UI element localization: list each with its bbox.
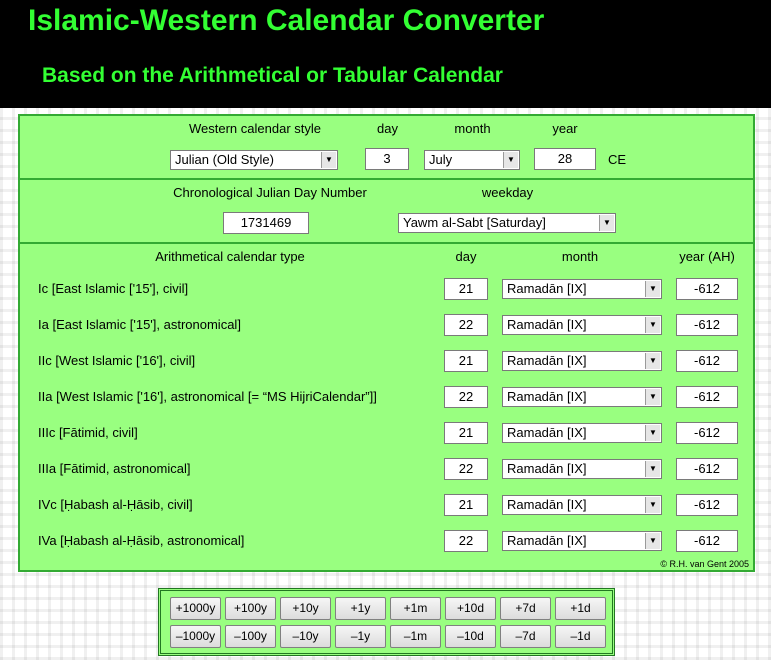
- arith-month-value: Ramadān [IX]: [507, 353, 587, 368]
- arith-year-input[interactable]: -612: [676, 386, 738, 408]
- chevron-down-icon[interactable]: ▼: [645, 353, 660, 369]
- western-month-label: month: [454, 121, 491, 136]
- chevron-down-icon[interactable]: ▼: [645, 425, 660, 441]
- converter-panel: [18, 114, 755, 572]
- calendar-style-value: Julian (Old Style): [175, 152, 274, 167]
- weekday-label: weekday: [481, 185, 534, 200]
- step-button[interactable]: –1000y: [170, 625, 221, 648]
- arith-day-input[interactable]: 22: [444, 314, 488, 336]
- arith-year-input[interactable]: -612: [676, 494, 738, 516]
- arith-row-label: IIIc [Fātimid, civil]: [38, 425, 138, 440]
- arith-month-value: Ramadān [IX]: [507, 317, 587, 332]
- chevron-down-icon[interactable]: ▼: [599, 215, 614, 231]
- arith-month-select[interactable]: [502, 423, 662, 443]
- arith-year-input[interactable]: -612: [676, 422, 738, 444]
- arith-month-select[interactable]: [502, 315, 662, 335]
- arith-day-input[interactable]: 21: [444, 494, 488, 516]
- step-buttons-panel: [158, 588, 615, 656]
- step-button[interactable]: +7d: [500, 597, 551, 620]
- step-button[interactable]: +1y: [335, 597, 386, 620]
- step-button[interactable]: +1m: [390, 597, 441, 620]
- chevron-down-icon[interactable]: ▼: [645, 317, 660, 333]
- jdn-label: Chronological Julian Day Number: [173, 185, 367, 200]
- arith-month-select[interactable]: [502, 351, 662, 371]
- arith-row-label: IIc [West Islamic ['16'], civil]: [38, 353, 196, 368]
- step-button[interactable]: –10d: [445, 625, 496, 648]
- chevron-down-icon[interactable]: ▼: [645, 533, 660, 549]
- step-button[interactable]: +1000y: [170, 597, 221, 620]
- arith-month-select[interactable]: [502, 279, 662, 299]
- copyright: © R.H. van Gent 2005: [660, 559, 749, 569]
- step-button[interactable]: –7d: [500, 625, 551, 648]
- jdn-section: [20, 180, 753, 244]
- step-button[interactable]: –1y: [335, 625, 386, 648]
- page-header: [0, 0, 771, 108]
- arith-row-label: Ic [East Islamic ['15'], civil]: [38, 281, 189, 296]
- calendar-style-select[interactable]: [170, 150, 338, 170]
- page-subtitle: Based on the Arithmetical or Tabular Calendar: [42, 64, 503, 87]
- arith-year-input[interactable]: -612: [676, 350, 738, 372]
- western-year-label: year: [552, 121, 578, 136]
- arith-day-input[interactable]: 21: [444, 422, 488, 444]
- chevron-down-icon[interactable]: ▼: [645, 281, 660, 297]
- step-button[interactable]: –10y: [280, 625, 331, 648]
- chevron-down-icon[interactable]: ▼: [645, 497, 660, 513]
- western-year-input[interactable]: 28: [534, 148, 596, 170]
- arith-month-select[interactable]: [502, 495, 662, 515]
- arith-month-value: Ramadān [IX]: [507, 425, 587, 440]
- weekday-value: Yawm al-Sabt [Saturday]: [403, 215, 546, 230]
- step-button[interactable]: +10y: [280, 597, 331, 620]
- step-button[interactable]: +100y: [225, 597, 276, 620]
- arith-month-select[interactable]: [502, 531, 662, 551]
- arith-month-select[interactable]: [502, 387, 662, 407]
- arith-month-value: Ramadān [IX]: [507, 461, 587, 476]
- arith-month-value: Ramadān [IX]: [507, 389, 587, 404]
- arith-month-value: Ramadān [IX]: [507, 497, 587, 512]
- chevron-down-icon[interactable]: ▼: [645, 461, 660, 477]
- arith-day-input[interactable]: 22: [444, 386, 488, 408]
- arith-year-input[interactable]: -612: [676, 458, 738, 480]
- arith-day-input[interactable]: 21: [444, 278, 488, 300]
- arith-year-input[interactable]: -612: [676, 530, 738, 552]
- arith-year-input[interactable]: -612: [676, 278, 738, 300]
- arith-type-label: Arithmetical calendar type: [155, 249, 305, 264]
- arith-day-input[interactable]: 21: [444, 350, 488, 372]
- arith-month-label: month: [561, 249, 599, 264]
- page-title: Islamic-Western Calendar Converter: [28, 4, 545, 37]
- step-button[interactable]: –1d: [555, 625, 606, 648]
- western-style-label: Western calendar style: [189, 121, 321, 136]
- western-section: [20, 116, 753, 180]
- step-button[interactable]: –100y: [225, 625, 276, 648]
- era-label: CE: [608, 152, 627, 167]
- arith-day-input[interactable]: 22: [444, 458, 488, 480]
- arith-row-label: Ia [East Islamic ['15'], astronomical]: [38, 317, 241, 332]
- arith-row-label: IIIa [Fātimid, astronomical]: [38, 461, 191, 476]
- chevron-down-icon[interactable]: ▼: [321, 152, 336, 168]
- chevron-down-icon[interactable]: ▼: [645, 389, 660, 405]
- arith-month-value: Ramadān [IX]: [507, 281, 587, 296]
- arith-year-label: year (AH): [679, 249, 735, 264]
- arith-day-input[interactable]: 22: [444, 530, 488, 552]
- step-button[interactable]: +1d: [555, 597, 606, 620]
- chevron-down-icon[interactable]: ▼: [503, 152, 518, 168]
- arith-row-label: IVa [Ḥabash al-Ḥāsib, astronomical]: [38, 533, 245, 548]
- western-day-label: day: [377, 121, 398, 136]
- arith-row-label: IIa [West Islamic ['16'], astronomical [= “MS HijriCalendar”]]: [38, 389, 377, 404]
- weekday-select[interactable]: [398, 213, 616, 233]
- arith-row-label: IVc [Ḥabash al-Ḥāsib, civil]: [38, 497, 193, 512]
- step-button[interactable]: –1m: [390, 625, 441, 648]
- arith-day-label: day: [455, 249, 477, 264]
- arith-month-select[interactable]: [502, 459, 662, 479]
- jdn-input[interactable]: 1731469: [223, 212, 309, 234]
- arith-month-value: Ramadān [IX]: [507, 533, 587, 548]
- western-month-select[interactable]: [424, 150, 520, 170]
- western-month-value: July: [429, 152, 453, 167]
- western-day-input[interactable]: 3: [365, 148, 409, 170]
- arith-year-input[interactable]: -612: [676, 314, 738, 336]
- step-button[interactable]: +10d: [445, 597, 496, 620]
